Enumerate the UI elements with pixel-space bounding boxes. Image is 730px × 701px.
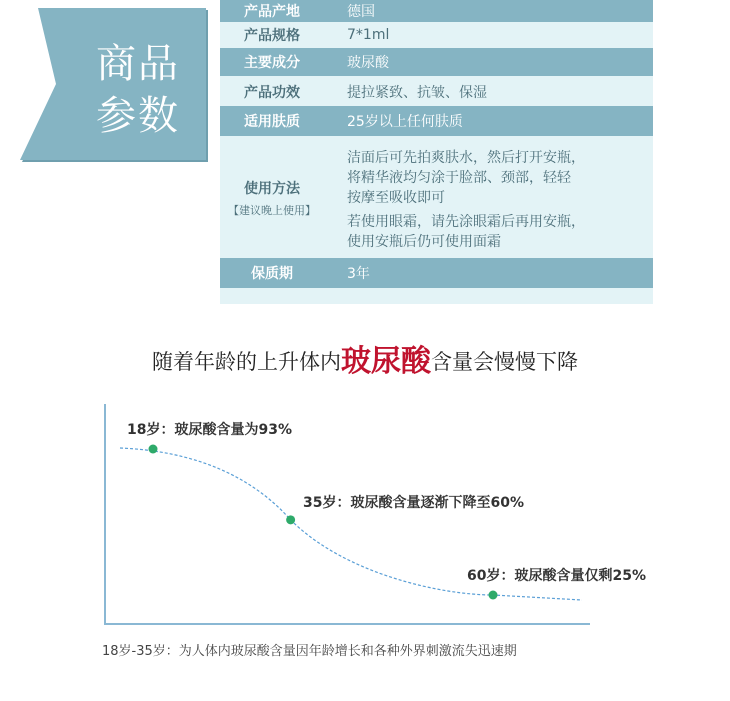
effect-label: 产品功效 (244, 85, 300, 101)
usage-line: 若使用眼霜，请先涂眼霜后再用安瓶， (347, 214, 585, 230)
usage-line: 洁面后可先拍爽肤水，然后打开安瓶， (347, 150, 585, 166)
usage-line: 使用安瓶后仍可使用面霜 (347, 234, 501, 250)
ingredient-label: 主要成分 (244, 55, 300, 71)
ingredient-value: 玻尿酸 (347, 55, 389, 71)
headline-before: 随着年龄的上升体内 (152, 350, 341, 374)
usage-line: 将精华液均匀涂于脸部、颈部，轻轻 (347, 170, 571, 186)
annotation-35: 35岁：玻尿酸含量逐渐下降至60% (303, 495, 524, 511)
origin-label: 产品产地 (244, 4, 300, 20)
shelf-label: 保质期 (251, 266, 293, 282)
data-point-60 (489, 591, 498, 600)
footnote: 18岁-35岁：为人体内玻尿酸含量因年龄增长和各种外界刺激流失迅速期 (102, 644, 517, 659)
origin-value: 德国 (347, 4, 375, 20)
usage-line: 按摩至吸收即可 (347, 190, 445, 206)
headline-after: 含量会慢慢下降 (431, 350, 578, 374)
banner-line-2: 参数 (96, 93, 180, 139)
usage-note: 【建议晚上使用】 (228, 204, 316, 217)
effect-value: 提拉紧致、抗皱、保湿 (347, 85, 487, 101)
headline-highlight: 玻尿酸 (341, 344, 431, 379)
banner-line-1: 商品 (96, 41, 180, 87)
annotation-18: 18岁：玻尿酸含量为93% (127, 422, 292, 438)
annotation-60: 60岁：玻尿酸含量仅剩25% (467, 568, 646, 584)
data-point-18 (149, 445, 158, 454)
shelf-value: 3年 (347, 266, 370, 282)
spec-value: 7*1ml (347, 27, 390, 43)
spec-label: 产品规格 (244, 28, 300, 44)
data-point-35 (286, 515, 295, 524)
usage-label: 使用方法 (244, 181, 300, 197)
skin-value: 25岁以上任何肤质 (347, 114, 463, 130)
skin-label: 适用肤质 (244, 114, 300, 130)
